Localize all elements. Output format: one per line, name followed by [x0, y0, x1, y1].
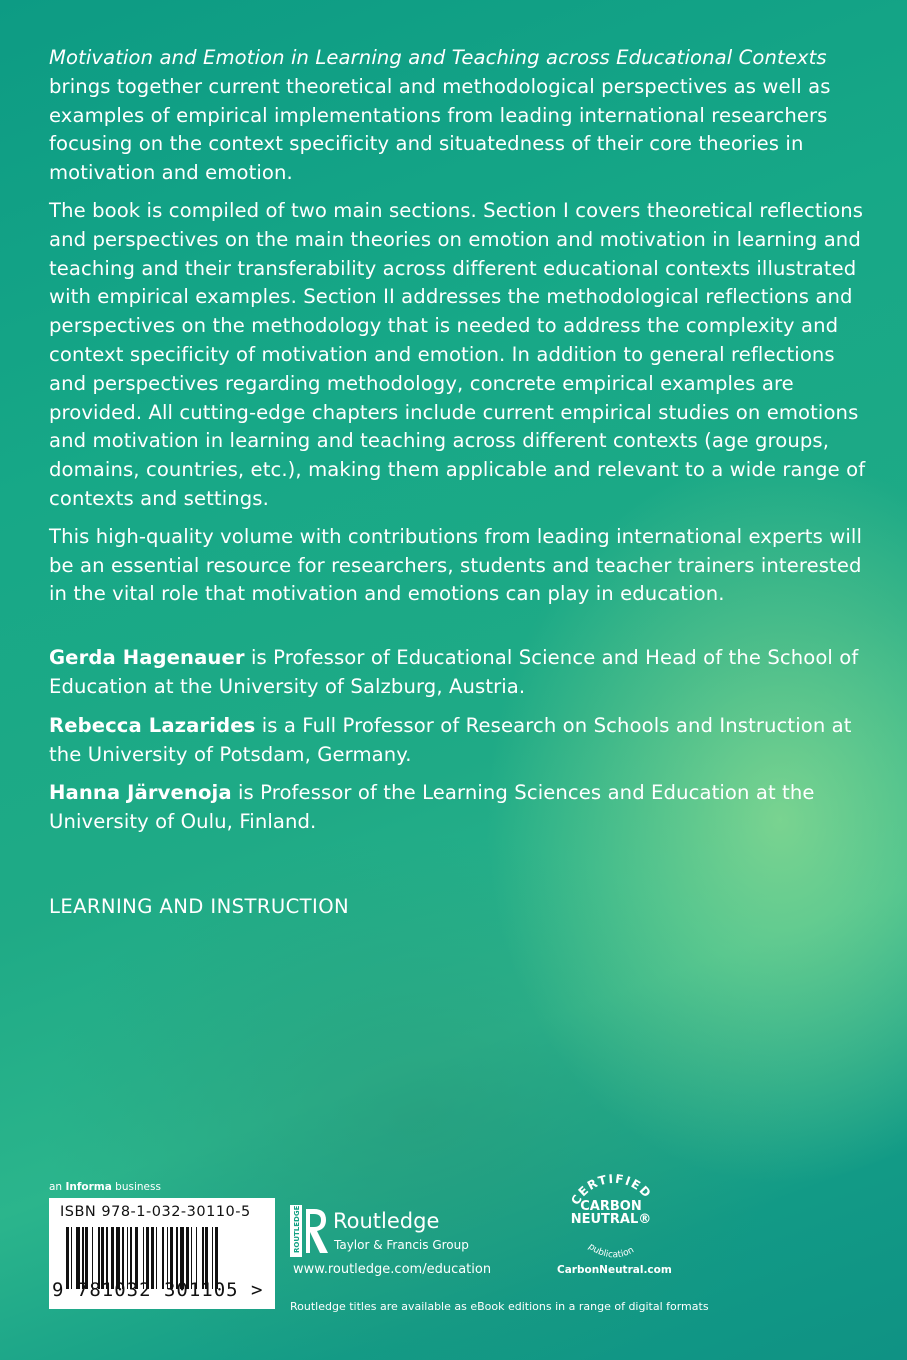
intro-paragraph — [49, 44, 869, 188]
intro-text: brings together current theoretical and methodological perspectives as well as examples of empirical implementations from leading international researchers focusing on the context specificity and situatedness of their core theories in motivation and emotion. — [49, 74, 831, 185]
book-title-italic: Motivation and Emotion in Learning and Teaching across Educational Contexts — [49, 46, 827, 69]
author-name: Hanna Järvenoja — [49, 781, 232, 805]
author-bio-text: is Professor of Educational Science and Head of the School of Education at the University of Salzburg, Austria. — [49, 646, 859, 698]
ebook-note: Routledge titles are available as eBook editions in a range of digital formats — [290, 1300, 709, 1313]
author-bio-2 — [49, 712, 869, 770]
carbon-neutral-url[interactable]: CarbonNeutral.com — [557, 1264, 672, 1276]
author-name: Rebecca Lazarides — [49, 713, 256, 737]
informa-business-line: an Informa business — [49, 1181, 161, 1193]
sections-paragraph: The book is compiled of two main sections. Section I covers theoretical reflections and perspectives on the main theories on emotion and motivation in learning and teaching and their transferability across different educational contexts illustrated with empirical examples. Section II addresses the methodological reflections and perspectives on the methodology that is needed to address the complexity and context specificity of motivation and emotion. In addition to general reflections and perspectives regarding methodology, concrete empirical examples are provided. All cutting-edge chapters include current empirical studies on emotions and motivation in learning and teaching across different contexts (age groups, domains, countries, etc.), making them applicable and relevant to a wide range of contexts and settings. — [49, 198, 866, 510]
carbon-text: CARBON — [580, 1199, 642, 1214]
isbn-barcode — [49, 1198, 275, 1309]
publisher-group: Taylor & Francis Group — [334, 1238, 469, 1252]
carbon-certified-text: CERTIFIED — [568, 1171, 655, 1208]
barcode-number: 9 781032 301105 > — [52, 1279, 264, 1301]
neutral-text: NEUTRAL® — [570, 1212, 652, 1227]
audience-paragraph: This high-quality volume with contributions from leading international experts will be an essential resource for researchers, students and teacher trainers interested in the vital role that motivation and emotions can play in education. — [49, 524, 862, 606]
author-bio-text: is a Full Professor of Research on Schools and Instruction at the University of Potsdam, Germany. — [49, 713, 852, 766]
publisher-url[interactable]: www.routledge.com/education — [293, 1262, 492, 1277]
author-name: Gerda Hagenauer — [49, 646, 245, 670]
carbon-neutral-logo-icon — [555, 1166, 673, 1276]
isbn-text: ISBN 978-1-032-30110-5 — [60, 1204, 251, 1220]
publisher-name: Routledge — [333, 1209, 440, 1233]
informa-brand: Informa — [65, 1181, 112, 1193]
series-name: LEARNING AND INSTRUCTION — [49, 894, 350, 918]
author-bio-text: is Professor of the Learning Sciences and Education at the University of Oulu, Finland. — [49, 781, 815, 834]
carbon-publication-text: publication — [586, 1241, 636, 1261]
author-bio-3 — [49, 779, 869, 837]
back-cover-text — [49, 44, 869, 922]
author-bio-1 — [49, 644, 869, 702]
routledge-logo-icon — [290, 1205, 330, 1257]
routledge-logo-side-text: ROUTLEDGE — [293, 1205, 301, 1253]
